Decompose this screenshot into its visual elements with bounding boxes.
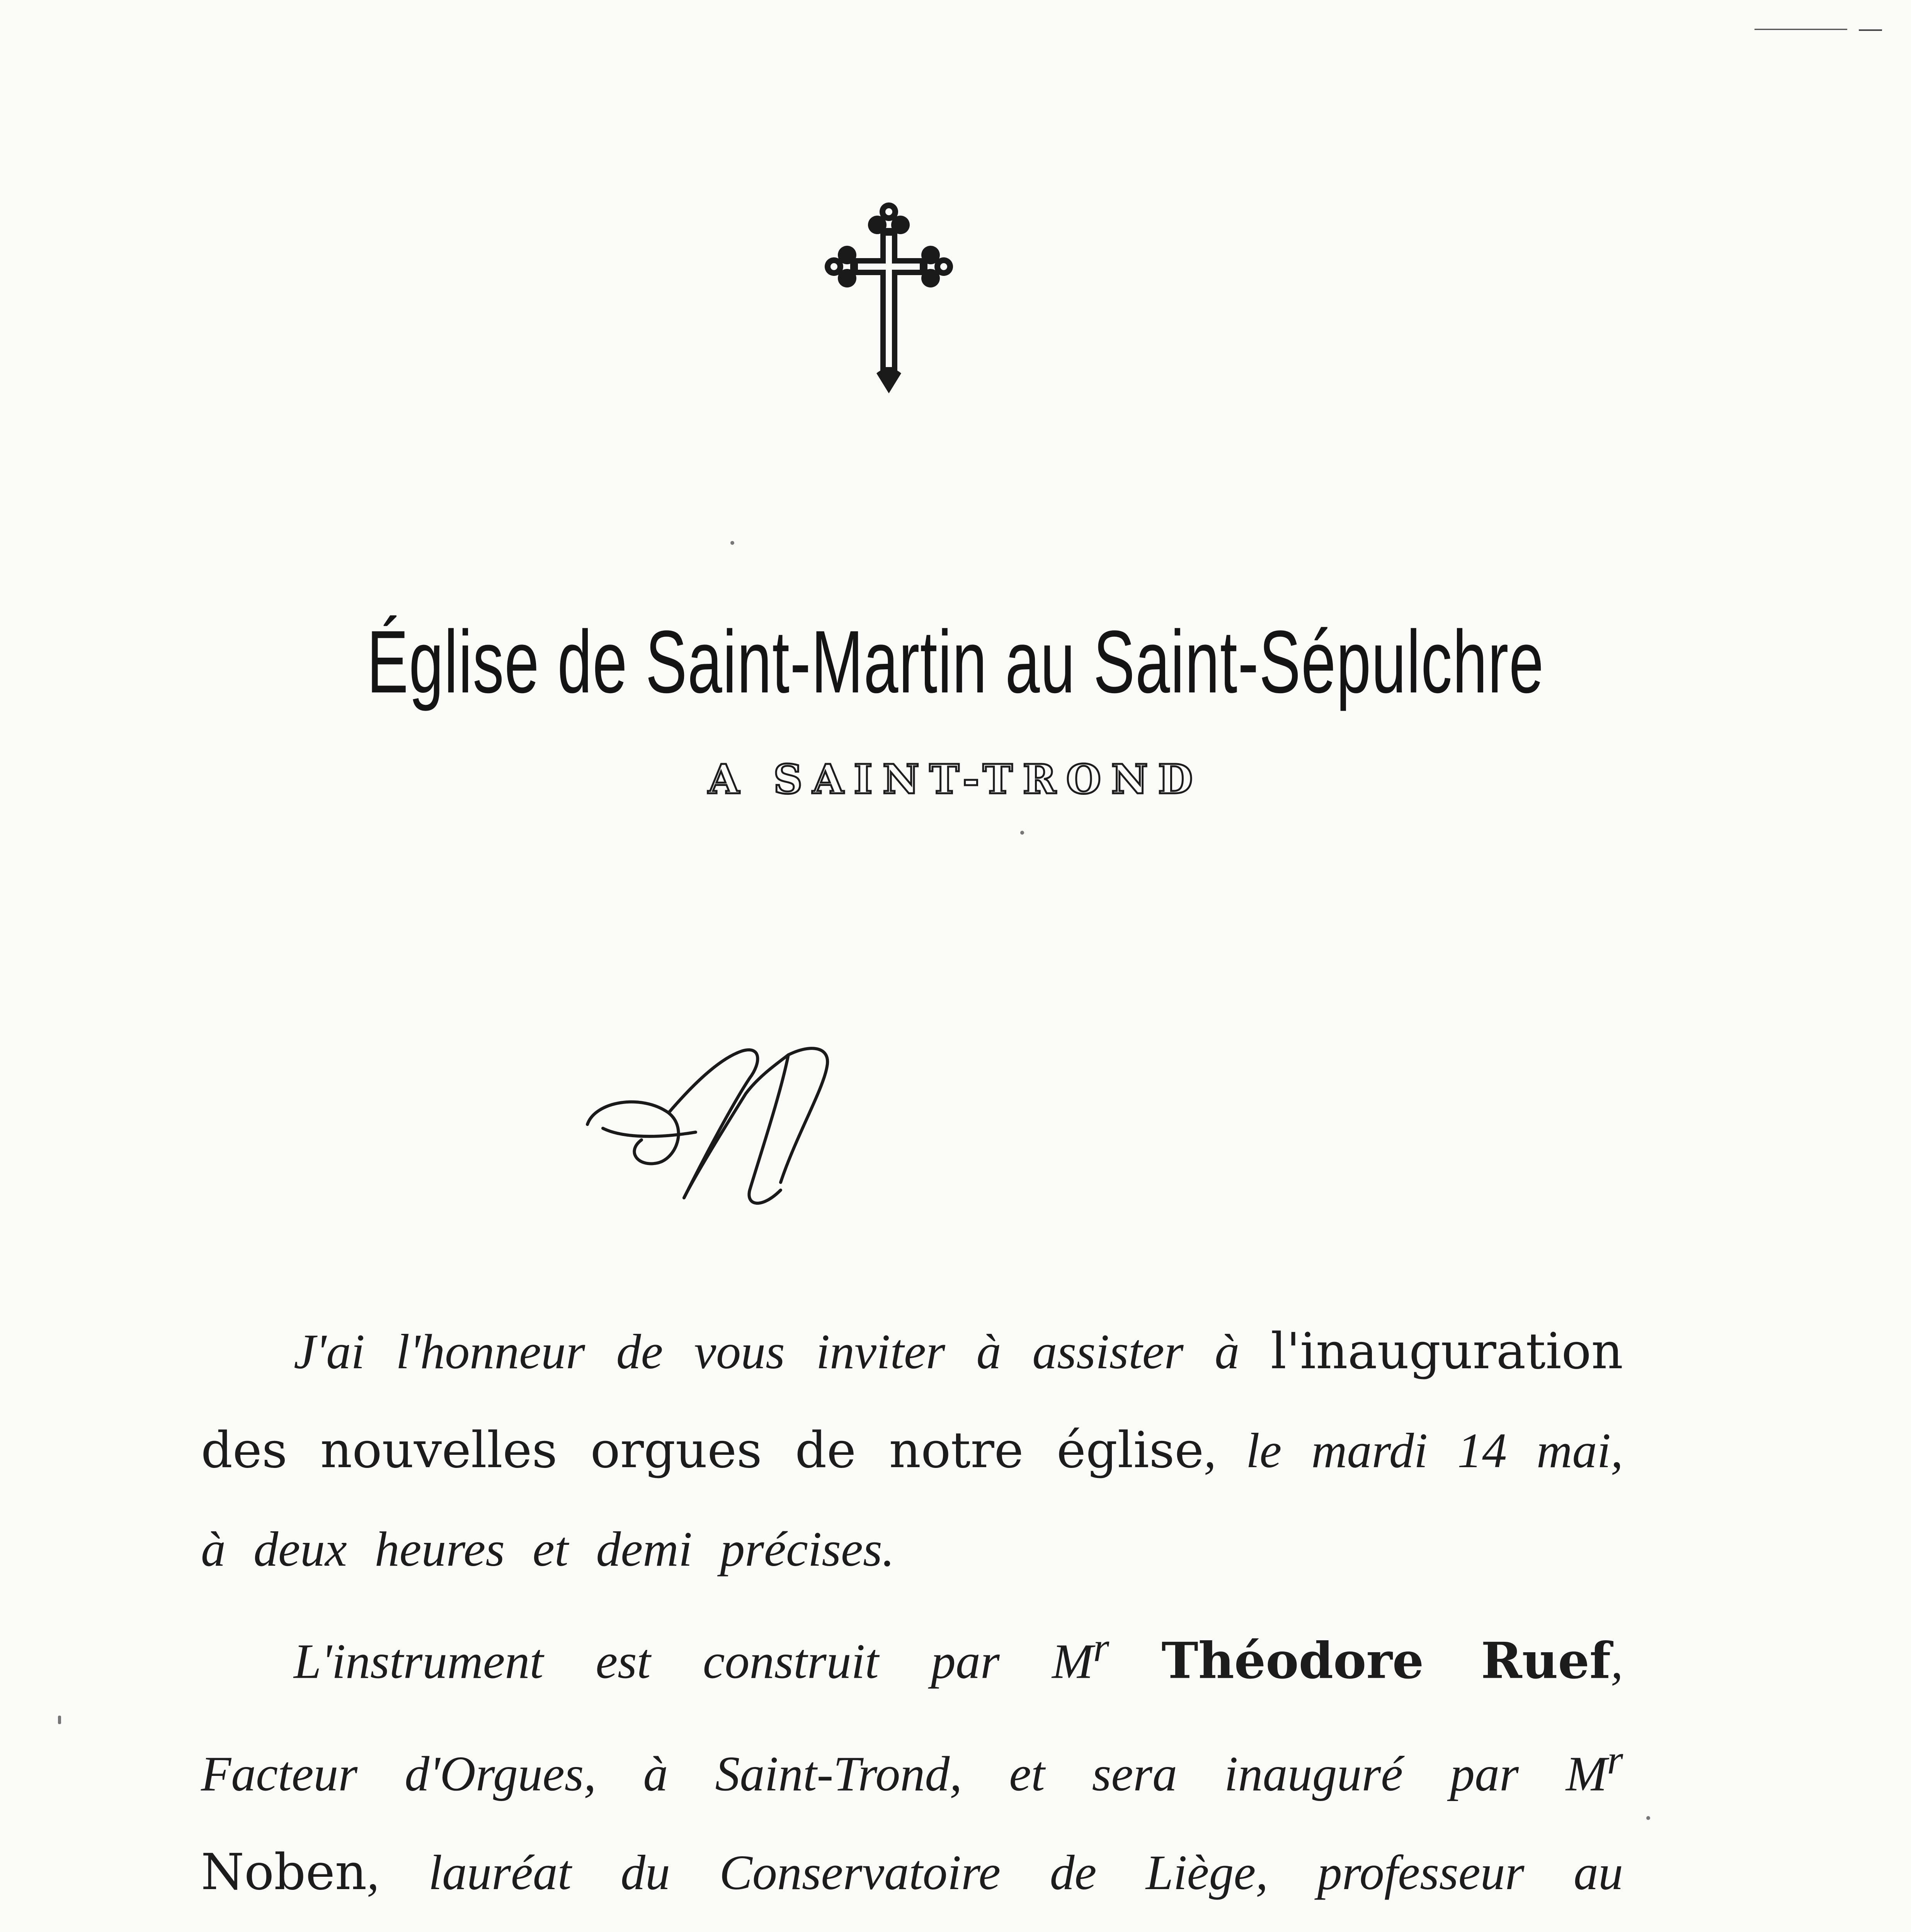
- title-r-2: r: [1607, 1737, 1623, 1783]
- paper-speck: [1646, 1816, 1650, 1820]
- document-subtitle: A SAINT-TROND: [708, 755, 1203, 803]
- document-title: Église de Saint-Martin au Saint-Sépulchre: [367, 612, 1544, 711]
- title-m-2: M: [1566, 1746, 1607, 1801]
- invitation-text-2: , le mardi 14 mai, à deux heures et demi précises.: [201, 1423, 1623, 1577]
- salutation-monogram: [580, 1036, 850, 1221]
- paper-speck: [58, 1716, 61, 1724]
- invitation-body: [201, 1302, 1623, 1932]
- ornamental-cross-icon: [823, 201, 955, 394]
- title-m-1: M: [1052, 1634, 1093, 1689]
- paper-speck: [1020, 831, 1024, 835]
- paragraph-invitation: [201, 1302, 1623, 1599]
- title-r-1: r: [1093, 1625, 1110, 1670]
- name-noben: Noben: [201, 1844, 367, 1901]
- paper-speck: [730, 541, 734, 545]
- invitation-text-1: J'ai l'honneur de vous inviter à assister à: [294, 1324, 1271, 1379]
- page-edge-mark: [1754, 28, 1882, 32]
- name-theodore-ruef: Théodore Ruef: [1161, 1632, 1611, 1690]
- instrument-text-2: , Facteur d'Orgues, à Saint-Trond, et sera inauguré par: [201, 1634, 1623, 1801]
- instrument-text-1: L'instrument est construit par: [294, 1634, 1052, 1689]
- instrument-text-3: , lauréat du Conservatoire de Liège, professeur au: [367, 1845, 1623, 1900]
- paragraph-instrument: [201, 1599, 1623, 1932]
- invitation-text-gothic: l'inauguration des nouvelles orgues de notre église: [201, 1323, 1623, 1479]
